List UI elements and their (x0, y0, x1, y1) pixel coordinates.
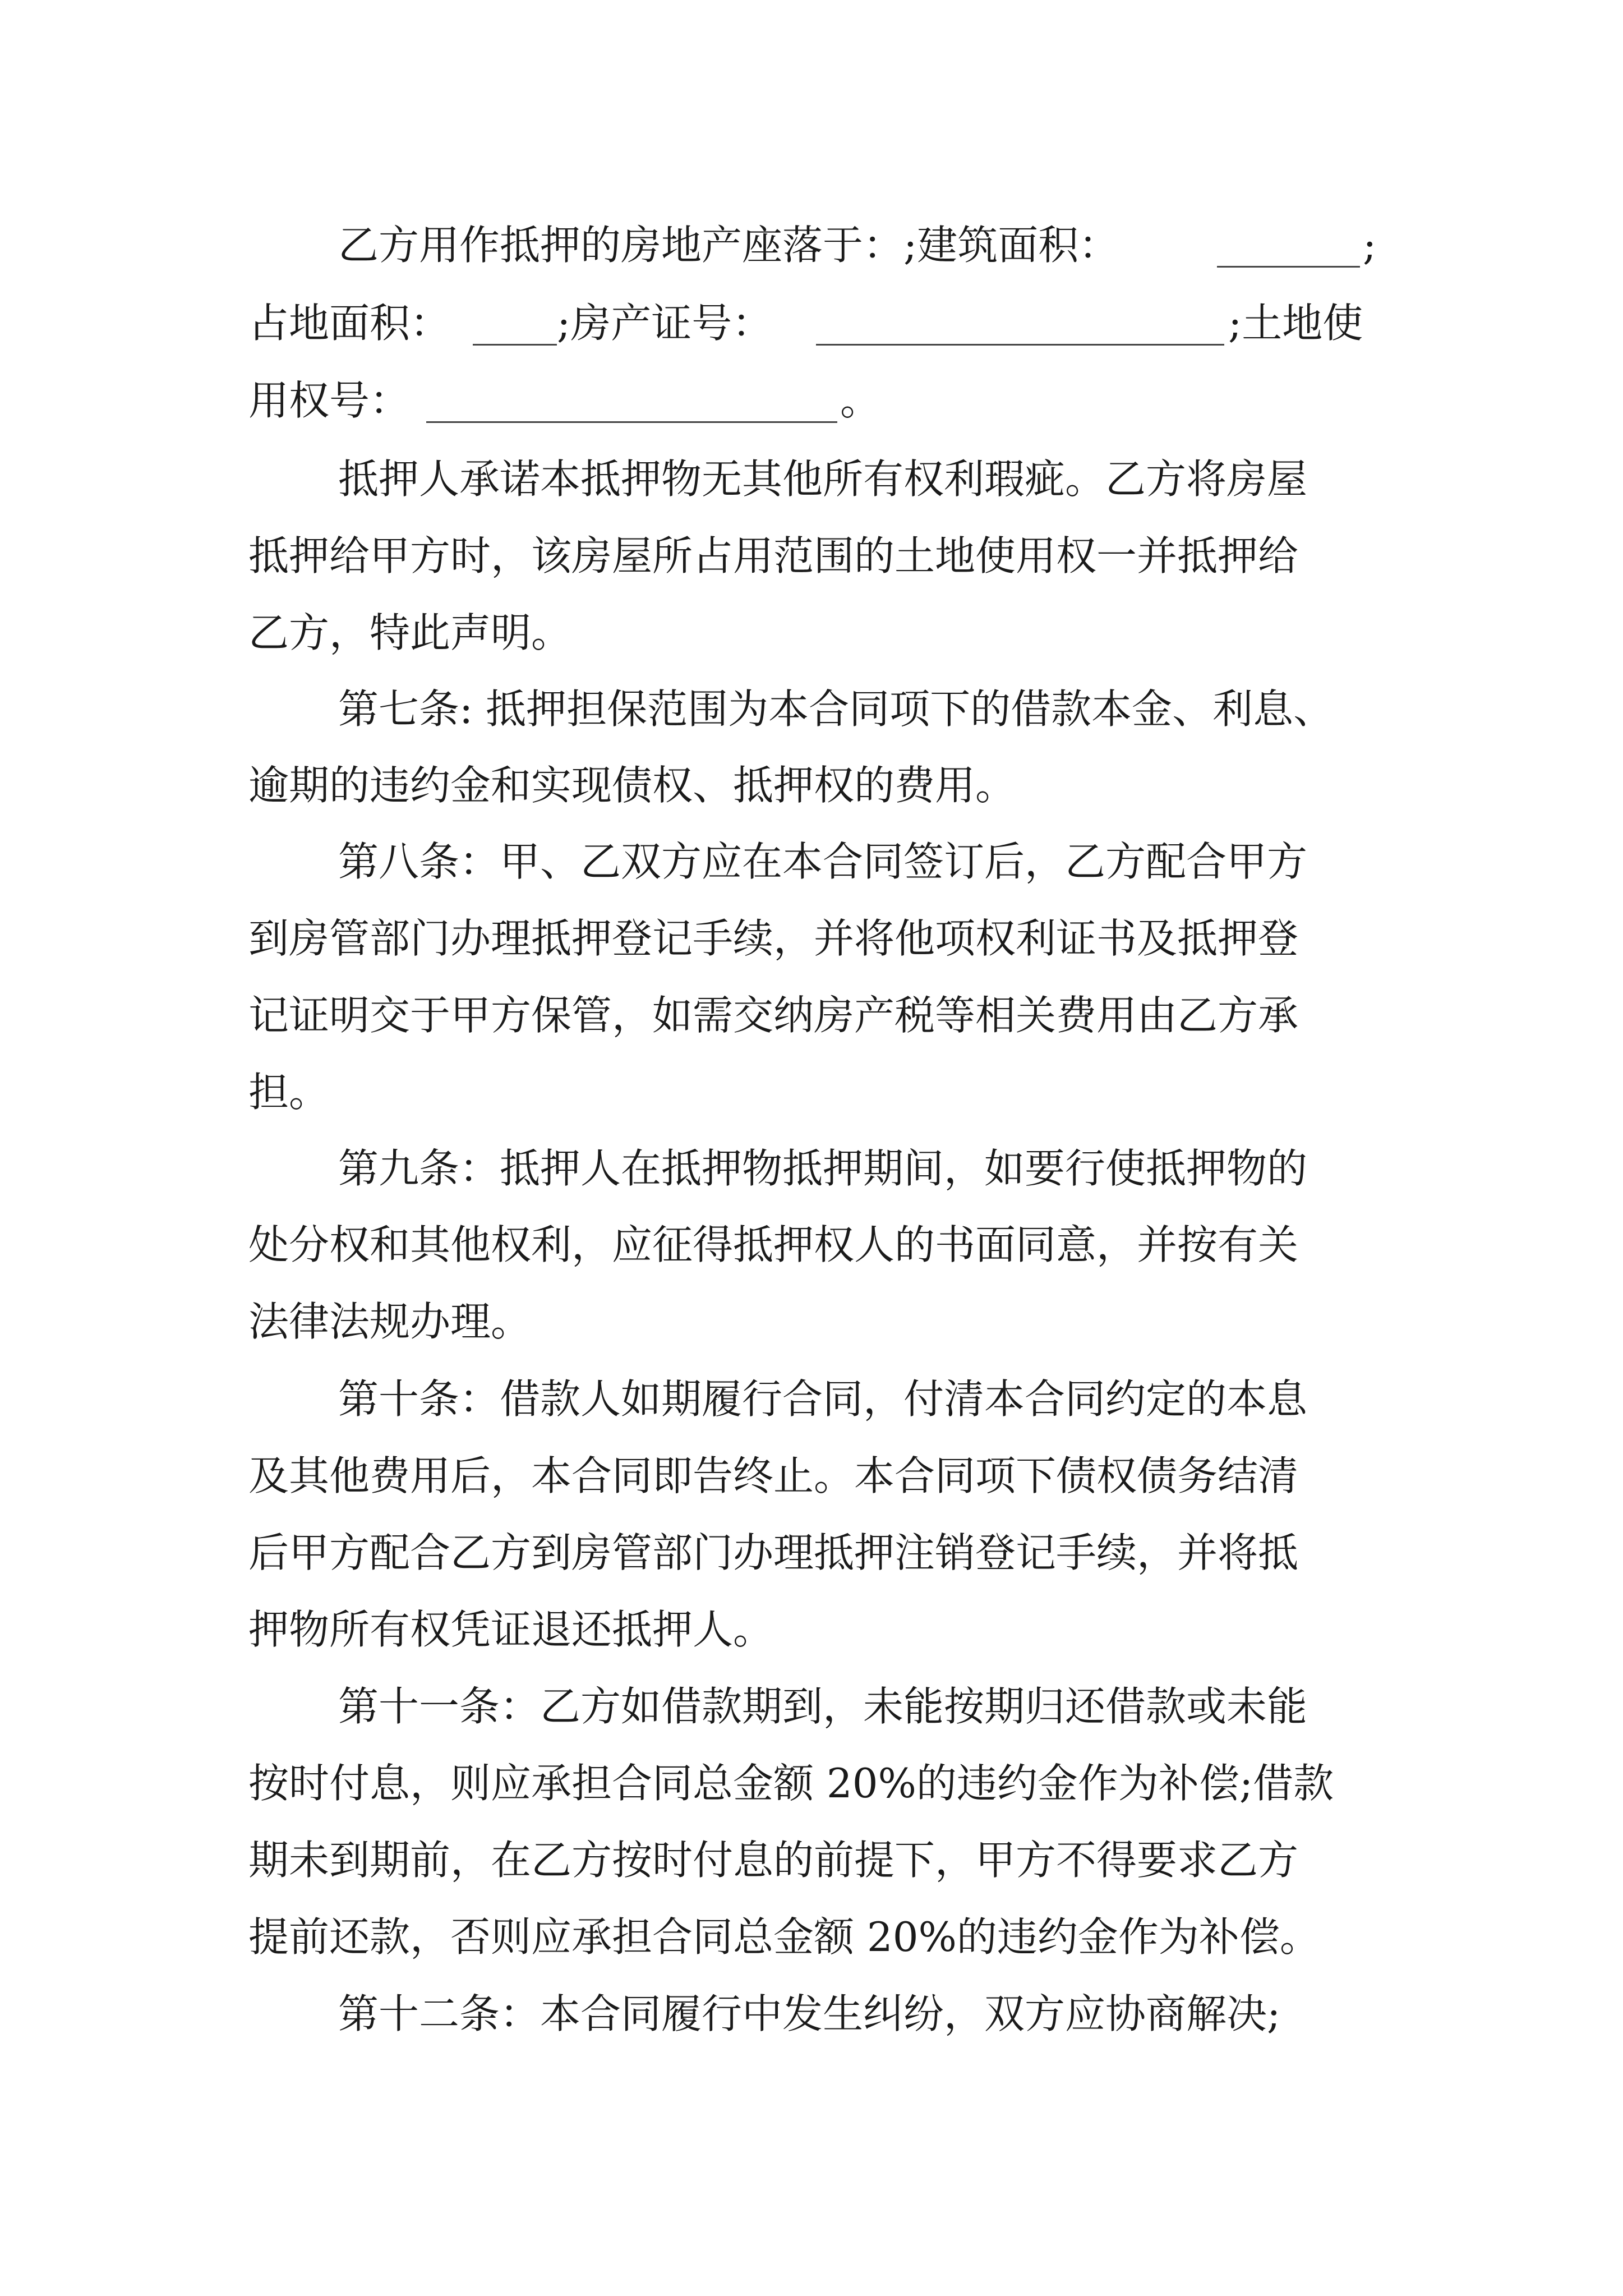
text-run: 处分权和其他权利，应征得抵押权人的书面同意，并按有关 (248, 1221, 1299, 1268)
line-2 (0, 298, 1623, 348)
text-run: 第十二条：本合同履行中发生纠纷，双方应协商解决; (338, 1990, 1281, 2037)
text-run: 第七条: 抵押担保范围为本合同项下的借款本金、利息、 (338, 685, 1334, 733)
paragraph-line (0, 760, 1623, 811)
text-run: 乙方，特此声明。 (248, 609, 572, 656)
paragraph-line (0, 608, 1623, 658)
text-run: 提前还款，否则应承担合同总金额 20%的违约金作为补偿。 (248, 1913, 1320, 1961)
line-3 (0, 375, 1623, 426)
text-run: 。 (840, 377, 881, 424)
fill-in-blank[interactable] (1217, 266, 1360, 268)
fill-in-blank[interactable] (816, 344, 1224, 346)
text-run: 按时付息，则应承担合同总金额 20%的违约金作为补偿;借款 (248, 1760, 1334, 1807)
text-run: 法律法规办理。 (248, 1298, 532, 1345)
text-run: 用权号： (248, 377, 411, 424)
paragraph-line (0, 1527, 1623, 1578)
line-1 (0, 220, 1623, 270)
paragraph-line (0, 1604, 1623, 1655)
text-run: 担。 (248, 1069, 330, 1116)
paragraph-line (0, 531, 1623, 581)
text-run: 抵押给甲方时，该房屋所占用范围的土地使用权一并抵押给 (248, 532, 1299, 579)
paragraph-line (0, 1143, 1623, 1194)
text-run: 期未到期前，在乙方按时付息的前提下，甲方不得要求乙方 (248, 1837, 1299, 1884)
paragraph-line (0, 684, 1623, 734)
text-run: ; (1363, 222, 1377, 269)
text-run: 逾期的违约金和实现债权、抵押权的费用。 (248, 762, 1016, 809)
paragraph-line (0, 913, 1623, 964)
text-run: 记证明交于甲方保管，如需交纳房产税等相关费用由乙方承 (248, 992, 1299, 1039)
text-run: 后甲方配合乙方到房管部门办理抵押注销登记手续，并将抵 (248, 1529, 1299, 1576)
text-run: 第十一条：乙方如借款期到，未能按期归还借款或未能 (338, 1683, 1308, 1730)
text-run: 到房管部门办理抵押登记手续，并将他项权利证书及抵押登 (248, 915, 1299, 962)
paragraph-line (0, 1835, 1623, 1885)
paragraph-line (0, 836, 1623, 887)
text-run: ;房产证号： (557, 300, 773, 347)
paragraph-line (0, 1758, 1623, 1809)
fill-in-blank[interactable] (473, 344, 557, 346)
text-run: 抵押人承诺本抵押物无其他所有权利瑕疵。乙方将房屋 (338, 455, 1308, 503)
text-run: 第九条：抵押人在抵押物抵押期间，如要行使抵押物的 (338, 1145, 1308, 1192)
paragraph-line (0, 1451, 1623, 1501)
text-run: 押物所有权凭证退还抵押人。 (248, 1606, 774, 1653)
text-run: 乙方用作抵押的房地产座落于：;建筑面积： (338, 222, 1119, 269)
paragraph-line (0, 454, 1623, 504)
text-run: 第十条：借款人如期履行合同，付清本合同约定的本息 (338, 1375, 1308, 1423)
paragraph-line (0, 1374, 1623, 1424)
paragraph-line (0, 1912, 1623, 1962)
paragraph-line (0, 1681, 1623, 1732)
text-run: 占地面积： (248, 300, 451, 347)
paragraph-line (0, 1989, 1623, 2039)
paragraph-line (0, 1296, 1623, 1347)
text-run: ;土地使 (1228, 300, 1363, 347)
paragraph-line (0, 1067, 1623, 1117)
text-run: 第八条：甲、乙双方应在本合同签订后，乙方配合甲方 (338, 838, 1308, 885)
paragraph-line (0, 990, 1623, 1041)
fill-in-blank[interactable] (426, 421, 837, 423)
text-run: 及其他费用后，本合同即告终止。本合同项下债权债务结清 (248, 1452, 1299, 1499)
paragraph-line (0, 1220, 1623, 1270)
